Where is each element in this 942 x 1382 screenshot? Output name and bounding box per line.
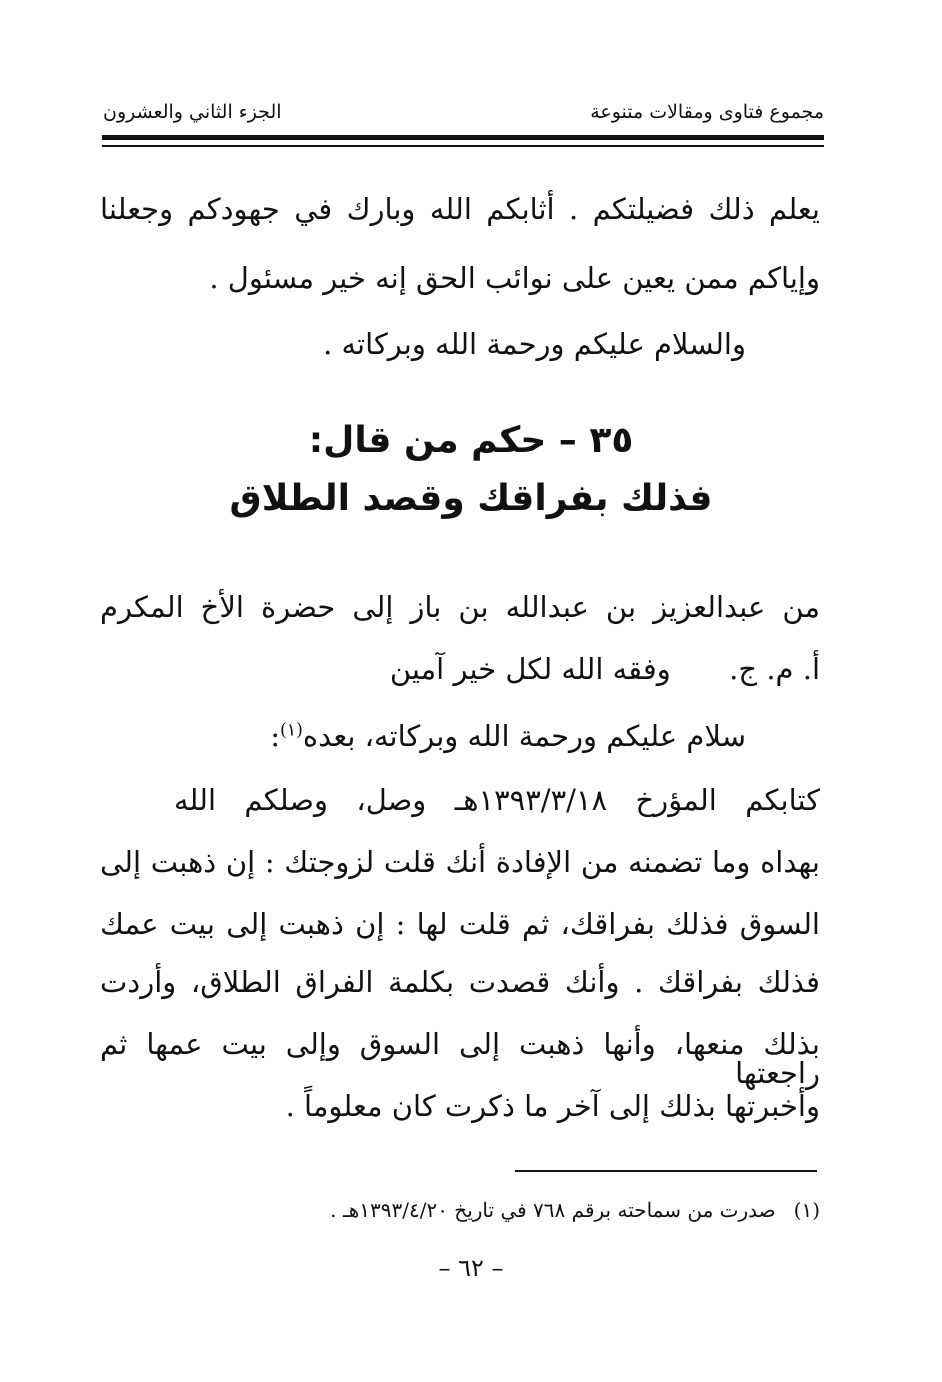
footnote-number: (١): [793, 1198, 820, 1222]
intro-line-2: وإياكم ممن يعين على نوائب الحق إنه خير مسئول .: [209, 261, 820, 295]
letter-body-line: كتابكم المؤرخ ١٣٩٣/٣/١٨هـ وصل، وصلكم الله: [174, 783, 820, 817]
letter-greeting-end: :: [270, 719, 280, 753]
footnote-separator: [515, 1170, 817, 1172]
letter-body-line: فذلك بفراقك . وأنك قصدت بكلمة الفراق الطلاق، وأردت: [100, 965, 820, 999]
running-header-volume: الجزء الثاني والعشرون: [103, 101, 282, 123]
letter-recipient: أ. م. ج.: [729, 652, 820, 686]
footnote: [330, 1198, 820, 1222]
header-rule-thin: [102, 145, 824, 147]
letter-body-line: بهداه وما تضمنه من الإفادة أنك قلت لزوجتك : إن ذهبت إلى: [100, 845, 820, 879]
letter-recipient-line: [100, 652, 820, 686]
page-number: – ٦٢ –: [438, 1254, 504, 1282]
letter-blessing: وفقه الله لكل خير آمين: [389, 652, 671, 686]
intro-closing: والسلام عليكم ورحمة الله وبركاته .: [323, 327, 746, 361]
letter-greeting: سلام عليكم ورحمة الله وبركاته، بعده: [302, 719, 746, 753]
letter-body-line: السوق فذلك بفراقك، ثم قلت لها : إن ذهبت إلى بيت عمك: [100, 907, 820, 941]
section-title-line-1: ٣٥ – حكم من قال:: [308, 420, 634, 461]
letter-from-line: من عبدالعزيز بن عبدالله بن باز إلى حضرة الأخ المكرم: [100, 590, 820, 624]
letter-body-line: وأخبرتها بذلك إلى آخر ما ذكرت كان معلوماً .: [285, 1089, 820, 1123]
footnote-text: صدرت من سماحته برقم ٧٦٨ في تاريخ ١٣٩٣/٤/٢٠هـ .: [330, 1198, 776, 1222]
intro-line-1: يعلم ذلك فضيلتكم . أثابكم الله وبارك في جهودكم وجعلنا: [100, 192, 820, 226]
running-header-book-title: مجموع فتاوى ومقالات متنوعة: [590, 101, 824, 123]
section-title-line-2: فذلك بفراقك وقصد الطلاق: [229, 478, 713, 519]
letter-greeting-line: [270, 719, 746, 753]
header-rule-thick: [102, 135, 824, 140]
letter-body-line: بذلك منعها، وأنها ذهبت إلى السوق وإلى بيت عمها ثم راجعتها: [100, 1027, 820, 1090]
footnote-marker: (١): [279, 720, 303, 741]
